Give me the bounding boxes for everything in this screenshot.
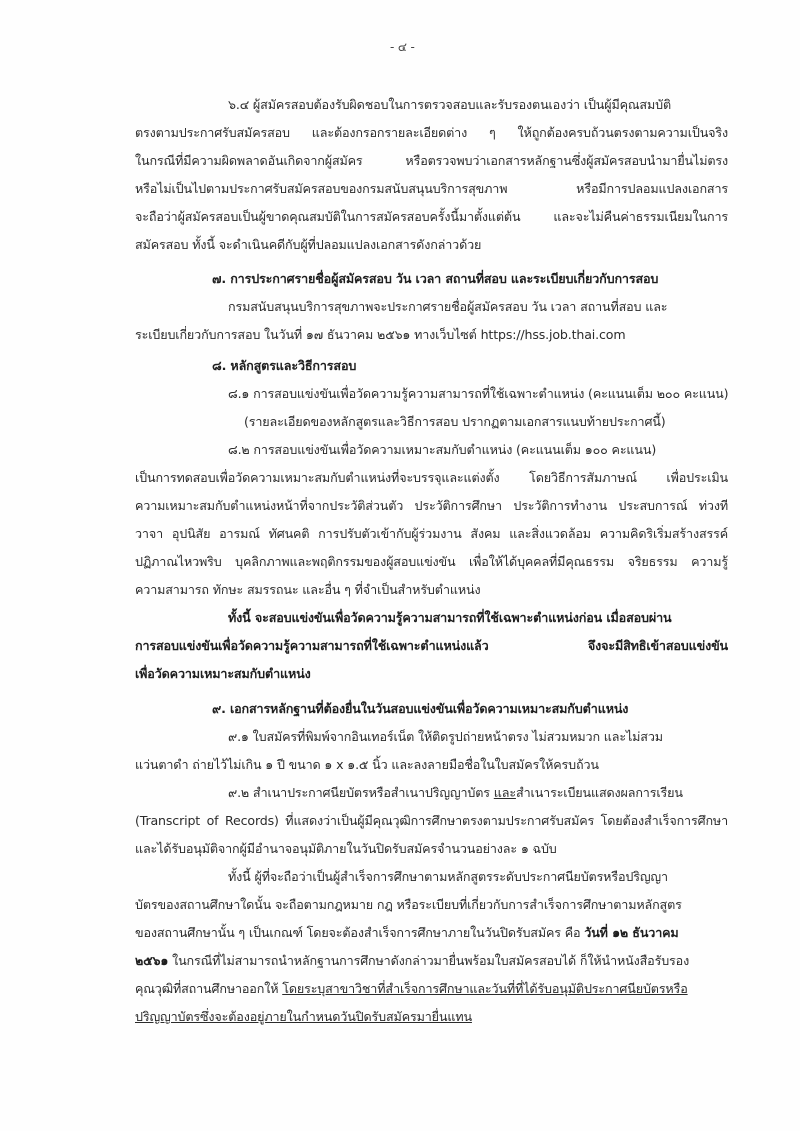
paragraph-line: ๖.๔ ผู้สมัครสอบต้องรับผิดชอบในการตรวจสอบและรับรองตนเองว่า เป็นผู้มีคุณสมบัติ <box>228 97 671 112</box>
item-8-2-line: ๘.๒ การสอบแข่งขันเพื่อวัดความเหมาะสมกับตำแหน่ง (คะแนนเต็ม ๑๐๐ คะแนน) <box>228 442 657 457</box>
item-9-1-line: ๙.๑ ใบสมัครที่พิมพ์จากอินเทอร์เน็ต ให้ติดรูปถ่ายหน้าตรง ไม่สวมหมวก และไม่สวม <box>228 729 663 744</box>
note-line <box>135 980 688 998</box>
note-line <box>135 924 679 942</box>
text: ของสถานศึกษานั้น ๆ เป็นเกณฑ์ โดยจะต้องสำเร็จการศึกษาภายในวันปิดรับสมัคร คือ <box>135 925 585 940</box>
page-number: - ๔ - <box>390 40 415 54</box>
bold-year: ๒๕๖๑ <box>135 953 169 968</box>
item-9-2-line: และได้รับอนุมัติจากผู้มีอำนาจอนุมัติภายในวันปิดรับสมัครจำนวนอย่างละ ๑ ฉบับ <box>135 841 557 856</box>
text: สำเนาระเบียนแสดงผลการเรียน <box>515 785 683 800</box>
item-8-1-line: (รายละเอียดของหลักสูตรและวิธีการสอบ ปรากฏตามเอกสารแนบท้ายประกาศนี้) <box>244 414 666 429</box>
paragraph-line: ระเบียบเกี่ยวกับการสอบ ในวันที่ ๑๗ ธันวาคม ๒๕๖๑ ทางเว็บไซต์ https://hss.job.thai.com <box>135 327 626 342</box>
item-8-2-line: เป็นการทดสอบเพื่อวัดความเหมาะสมกับตำแหน่งที่จะบรรจุและแต่งตั้ง โดยวิธีการสัมภาษณ์ เพื่อประเมิน <box>135 470 728 485</box>
paragraph-line: จะถือว่าผู้สมัครสอบเป็นผู้ขาดคุณสมบัติในการสมัครสอบครั้งนี้มาตั้งแต่ต้น และจะไม่คืนค่าธรรมเนียมในการ <box>135 209 728 224</box>
note-line: บัตรของสถานศึกษาใดนั้น จะถือตามกฎหมาย กฎ หรือระเบียบที่เกี่ยวกับการสำเร็จการศึกษาตามหลักสูตร <box>135 897 682 912</box>
note-line <box>135 952 689 970</box>
note-line-underlined: ปริญญาบัตรซึ่งจะต้องอยู่ภายในกำหนดวันปิดรับสมัครมายื่นแทน <box>135 1009 472 1024</box>
text: คุณวุฒิที่สถานศึกษาออกให้ <box>135 981 283 996</box>
text: ในกรณีที่ไม่สามารถนำหลักฐานการศึกษาดังกล่าวมายื่นพร้อมใบสมัครสอบได้ ก็ให้นำหนังสือรับรอง <box>168 953 690 968</box>
item-9-2-line <box>228 784 683 802</box>
item-9-2-line: (Transcript of Records) ที่แสดงว่าเป็นผู้มีคุณวุฒิการศึกษาตรงตามประกาศรับสมัคร โดยต้องสำเร็จการศึกษา <box>135 813 728 828</box>
underlined-text: และ <box>493 785 516 800</box>
paragraph-line: หรือไม่เป็นไปตามประกาศรับสมัครสอบของกรมสนับสนุนบริการสุขภาพ หรือมีการปลอมแปลงเอกสาร <box>135 181 728 196</box>
item-8-2-line: วาจา อุปนิสัย อารมณ์ ทัศนคติ การปรับตัวเข้ากับผู้ร่วมงาน สังคม และสิ่งแวดล้อม ความคิดริเริ่มสร้างสรรค์ <box>135 526 728 541</box>
paragraph-line: ในกรณีที่มีความผิดพลาดอันเกิดจากผู้สมัคร หรือตรวจพบว่าเอกสารหลักฐานซึ่งผู้สมัครสอบนำมายื่นไม่ตรง <box>135 153 728 168</box>
paragraph-line: สมัครสอบ ทั้งนี้ จะดำเนินคดีกับผู้ที่ปลอมแปลงเอกสารดังกล่าวด้วย <box>135 237 482 252</box>
bold-note-line: เพื่อวัดความเหมาะสมกับตำแหน่ง <box>135 666 311 681</box>
note-line: ทั้งนี้ ผู้ที่จะถือว่าเป็นผู้สำเร็จการศึกษาตามหลักสูตรระดับประกาศนียบัตรหรือปริญญา <box>228 869 668 884</box>
bold-note-line: ทั้งนี้ จะสอบแข่งขันเพื่อวัดความรู้ความสามารถที่ใช้เฉพาะตำแหน่งก่อน เมื่อสอบผ่าน <box>228 610 672 625</box>
item-8-2-line: ความเหมาะสมกับตำแหน่งหน้าที่จากประวัติส่วนตัว ประวัติการศึกษา ประวัติการทำงาน ประสบการณ์ ท่วงที <box>135 498 728 513</box>
text: ๙.๒ สำเนาประกาศนียบัตรหรือสำเนาปริญญาบัตร <box>228 785 494 800</box>
item-8-2-line: ความสามารถ ทักษะ สมรรถนะ และอื่น ๆ ที่จำเป็นสำหรับตำแหน่ง <box>135 582 481 597</box>
section-8-heading: ๘. หลักสูตรและวิธีการสอบ <box>212 358 357 373</box>
item-8-1-line: ๘.๑ การสอบแข่งขันเพื่อวัดความรู้ความสามารถที่ใช้เฉพาะตำแหน่ง (คะแนนเต็ม ๒๐๐ คะแนน) <box>228 386 729 401</box>
section-7-heading: ๗. การประกาศรายชื่อผู้สมัครสอบ วัน เวลา สถานที่สอบ และระเบียบเกี่ยวกับการสอบ <box>212 271 659 286</box>
item-8-2-line: ปฏิภาณไหวพริบ บุคลิกภาพและพฤติกรรมของผู้สอบแข่งขัน เพื่อให้ได้บุคคลที่มีคุณธรรม จริยธรรม ความรู้ <box>135 554 728 569</box>
paragraph-line: ตรงตามประกาศรับสมัครสอบ และต้องกรอกรายละเอียดต่าง ๆ ให้ถูกต้องครบถ้วนตรงตามความเป็นจริง <box>135 125 728 140</box>
bold-note-line: การสอบแข่งขันเพื่อวัดความรู้ความสามารถที่ใช้เฉพาะตำแหน่งแล้ว จึงจะมีสิทธิเข้าสอบแข่งขัน <box>135 638 728 653</box>
item-9-1-line: แว่นตาดำ ถ่ายไว้ไม่เกิน ๑ ปี ขนาด ๑ x ๑.๕ นิ้ว และลงลายมือชื่อในใบสมัครให้ครบถ้วน <box>135 757 599 772</box>
underlined-text: โดยระบุสาขาวิชาที่สำเร็จการศึกษาและวันที่ที่ได้รับอนุมัติประกาศนียบัตรหรือ <box>282 981 688 996</box>
bold-date: วันที่ ๑๒ ธันวาคม <box>584 925 679 940</box>
section-9-heading: ๙. เอกสารหลักฐานที่ต้องยื่นในวันสอบแข่งขันเพื่อวัดความเหมาะสมกับตำแหน่ง <box>212 701 629 716</box>
paragraph-line: กรมสนับสนุนบริการสุขภาพจะประกาศรายชื่อผู้สมัครสอบ วัน เวลา สถานที่สอบ และ <box>228 299 668 314</box>
